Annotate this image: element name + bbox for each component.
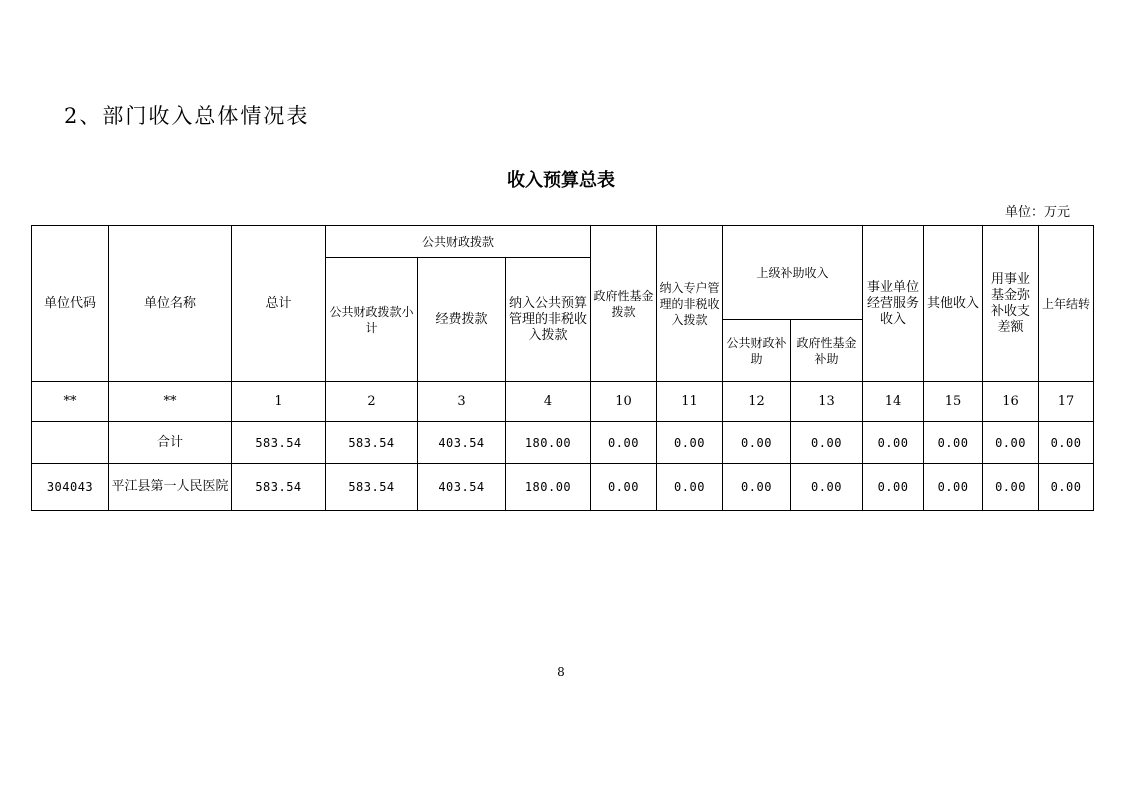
table-row-index xyxy=(32,382,1094,422)
table-cell: 16 xyxy=(983,382,1039,422)
table-cell: 403.54 xyxy=(418,422,506,464)
header-carryover: 上年结转 xyxy=(1039,226,1094,382)
header-nontax-appropriation: 纳入公共预算管理的非税收入拨款 xyxy=(506,258,591,382)
table-title: 收入预算总表 xyxy=(507,170,615,191)
table-cell: ** xyxy=(32,382,109,422)
header-public-finance-subsidy: 公共财政补助 xyxy=(723,320,791,382)
table-cell: 0.00 xyxy=(657,422,723,464)
table-cell: 0.00 xyxy=(1039,422,1094,464)
table-cell: 180.00 xyxy=(506,464,591,511)
table-cell: 0.00 xyxy=(591,422,657,464)
header-row xyxy=(32,226,1094,258)
table-cell: 0.00 xyxy=(657,464,723,511)
table-cell: 4 xyxy=(506,382,591,422)
header-funding-appropriation: 经费拨款 xyxy=(418,258,506,382)
header-public-finance-group: 公共财政拨款 xyxy=(326,226,591,258)
table-cell: 403.54 xyxy=(418,464,506,511)
table-cell: 13 xyxy=(791,382,863,422)
table-cell: 11 xyxy=(657,382,723,422)
header-govfund-subsidy: 政府性基金补助 xyxy=(791,320,863,382)
header-unit-code: 单位代码 xyxy=(32,226,109,382)
table-cell: 3 xyxy=(418,382,506,422)
table-cell: 0.00 xyxy=(863,464,924,511)
section-heading: 2、部门收入总体情况表 xyxy=(64,104,310,128)
table-cell: 304043 xyxy=(32,464,109,511)
table-cell: 0.00 xyxy=(723,464,791,511)
table-cell: 0.00 xyxy=(1039,464,1094,511)
table-cell: 15 xyxy=(924,382,983,422)
header-fund-compensation: 用事业基金弥补收支差额 xyxy=(983,226,1039,382)
page-number: 8 xyxy=(557,665,565,679)
table-cell xyxy=(32,422,109,464)
table-cell: 583.54 xyxy=(232,422,326,464)
table-cell: 1 xyxy=(232,382,326,422)
table-cell: 583.54 xyxy=(232,464,326,511)
header-public-finance-subtotal: 公共财政拨款小计 xyxy=(326,258,418,382)
table-row-unit xyxy=(32,464,1094,511)
header-other-income: 其他收入 xyxy=(924,226,983,382)
table-cell: 0.00 xyxy=(863,422,924,464)
table-cell: 12 xyxy=(723,382,791,422)
table-row-total xyxy=(32,422,1094,464)
table-cell: 0.00 xyxy=(924,464,983,511)
table-cell: ** xyxy=(109,382,232,422)
table-cell: 583.54 xyxy=(326,422,418,464)
header-total: 总计 xyxy=(232,226,326,382)
table-cell: 0.00 xyxy=(983,422,1039,464)
header-govfund-appropriation: 政府性基金拨款 xyxy=(591,226,657,382)
table-cell: 14 xyxy=(863,382,924,422)
table-cell: 17 xyxy=(1039,382,1094,422)
header-business-income: 事业单位经营服务收入 xyxy=(863,226,924,382)
table-cell: 0.00 xyxy=(723,422,791,464)
table-cell: 0.00 xyxy=(924,422,983,464)
table-cell: 0.00 xyxy=(591,464,657,511)
header-special-nontax: 纳入专户管理的非税收入拨款 xyxy=(657,226,723,382)
table-cell: 2 xyxy=(326,382,418,422)
table-cell: 0.00 xyxy=(791,464,863,511)
table-cell: 平江县第一人民医院 xyxy=(109,464,232,511)
unit-label: 单位：万元 xyxy=(1004,205,1070,220)
table-cell: 0.00 xyxy=(791,422,863,464)
header-unit-name: 单位名称 xyxy=(109,226,232,382)
table-cell: 583.54 xyxy=(326,464,418,511)
table-cell: 0.00 xyxy=(983,464,1039,511)
header-superior-subsidy-group: 上级补助收入 xyxy=(723,226,863,320)
table-cell: 10 xyxy=(591,382,657,422)
table-cell: 180.00 xyxy=(506,422,591,464)
income-budget-table xyxy=(31,225,1094,511)
table-cell: 合计 xyxy=(109,422,232,464)
